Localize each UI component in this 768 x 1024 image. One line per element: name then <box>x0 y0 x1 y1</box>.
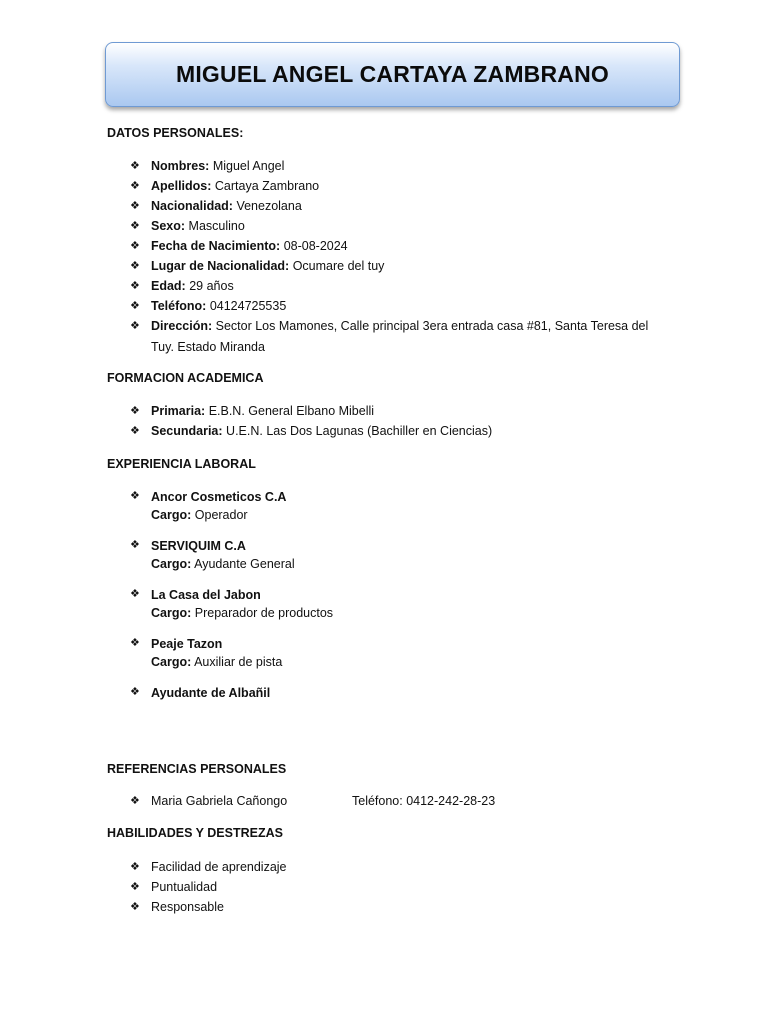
diamond-bullet-icon: ❖ <box>130 539 140 551</box>
references-list <box>130 791 670 811</box>
field-label: Edad: <box>151 279 186 293</box>
list-item <box>130 256 670 276</box>
job-item <box>130 489 670 524</box>
list-item <box>130 156 670 176</box>
company-name: Ancor Cosmeticos C.A <box>151 490 287 504</box>
list-item <box>130 276 670 296</box>
diamond-bullet-icon: ❖ <box>130 280 140 292</box>
diamond-bullet-icon: ❖ <box>130 490 140 502</box>
field-label: Dirección: <box>151 319 213 333</box>
cargo-label: Cargo: <box>151 556 192 571</box>
list-item <box>130 216 670 236</box>
list-item <box>130 857 670 877</box>
diamond-bullet-icon: ❖ <box>130 220 140 232</box>
person-name: MIGUEL ANGEL CARTAYA ZAMBRANO <box>175 61 610 87</box>
diamond-bullet-icon: ❖ <box>130 881 140 893</box>
job-role: Auxiliar de pista <box>194 654 283 669</box>
field-value: U.E.N. Las Dos Lagunas (Bachiller en Ciencias) <box>226 424 493 438</box>
diamond-bullet-icon: ❖ <box>130 405 140 417</box>
field-label: Nacionalidad: <box>151 199 233 213</box>
skills-heading: HABILIDADES Y DESTREZAS <box>107 826 283 840</box>
experience-heading: EXPERIENCIA LABORAL <box>107 457 256 471</box>
field-label: Lugar de Nacionalidad: <box>151 259 290 273</box>
diamond-bullet-icon: ❖ <box>130 260 140 272</box>
field-label: Fecha de Nacimiento: <box>151 239 281 253</box>
list-item <box>130 296 670 316</box>
diamond-bullet-icon: ❖ <box>130 160 140 172</box>
skill-text: Facilidad de aprendizaje <box>151 860 287 874</box>
company-name: Peaje Tazon <box>151 637 223 651</box>
job-item <box>130 636 670 671</box>
field-value: Masculino <box>188 219 245 233</box>
diamond-bullet-icon: ❖ <box>130 300 140 312</box>
field-value: Venezolana <box>236 199 302 213</box>
cargo-label: Cargo: <box>151 507 192 522</box>
field-value: E.B.N. General Elbano Mibelli <box>208 404 375 418</box>
job-role: Ayudante General <box>194 556 295 571</box>
personal-data-heading: DATOS PERSONALES: <box>107 126 244 140</box>
job-item <box>130 538 670 573</box>
cargo-label: Cargo: <box>151 605 192 620</box>
reference-name: Maria Gabriela Cañongo <box>151 794 288 808</box>
diamond-bullet-icon: ❖ <box>130 200 140 212</box>
company-name: SERVIQUIM C.A <box>151 539 246 553</box>
diamond-bullet-icon: ❖ <box>130 320 140 332</box>
cargo-label: Cargo: <box>151 654 192 669</box>
list-item <box>130 176 670 196</box>
diamond-bullet-icon: ❖ <box>130 425 140 437</box>
name-banner <box>105 42 680 107</box>
job-item <box>130 685 670 703</box>
diamond-bullet-icon: ❖ <box>130 686 140 698</box>
reference-phone: Teléfono: 0412-242-28-23 <box>352 794 496 808</box>
experience-list <box>130 489 670 717</box>
diamond-bullet-icon: ❖ <box>130 795 140 807</box>
diamond-bullet-icon: ❖ <box>130 588 140 600</box>
field-label: Nombres: <box>151 159 210 173</box>
field-value: 04124725535 <box>209 299 287 313</box>
company-name: La Casa del Jabon <box>151 588 261 602</box>
list-item <box>130 401 670 421</box>
personal-data-list <box>130 156 670 357</box>
field-label: Teléfono: <box>151 299 207 313</box>
diamond-bullet-icon: ❖ <box>130 861 140 873</box>
job-role: Operador <box>194 507 248 522</box>
company-name: Ayudante de Albañil <box>151 686 271 700</box>
diamond-bullet-icon: ❖ <box>130 180 140 192</box>
list-item <box>130 877 670 897</box>
job-item <box>130 587 670 622</box>
field-value: Miguel Angel <box>212 159 285 173</box>
field-value: Ocumare del tuy <box>292 259 385 273</box>
field-value: Cartaya Zambrano <box>214 179 320 193</box>
education-list <box>130 401 670 441</box>
list-item <box>130 236 670 256</box>
reference-item <box>130 791 670 811</box>
diamond-bullet-icon: ❖ <box>130 637 140 649</box>
list-item <box>130 196 670 216</box>
field-label: Sexo: <box>151 219 186 233</box>
references-heading: REFERENCIAS PERSONALES <box>107 762 287 776</box>
education-heading: FORMACION ACADEMICA <box>107 371 264 385</box>
field-value: Sector Los Mamones, Calle principal 3era entrada casa #81, Santa Teresa del Tuy. Estado Miranda <box>151 319 649 354</box>
diamond-bullet-icon: ❖ <box>130 240 140 252</box>
field-value: 29 años <box>189 279 234 293</box>
list-item <box>130 316 670 357</box>
job-role: Preparador de productos <box>194 605 334 620</box>
list-item <box>130 421 670 441</box>
field-value: 08-08-2024 <box>283 239 348 253</box>
field-label: Primaria: <box>151 404 206 418</box>
skills-list <box>130 857 670 917</box>
diamond-bullet-icon: ❖ <box>130 901 140 913</box>
list-item <box>130 897 670 917</box>
skill-text: Responsable <box>151 900 224 914</box>
field-label: Secundaria: <box>151 424 223 438</box>
field-label: Apellidos: <box>151 179 212 193</box>
skill-text: Puntualidad <box>151 880 218 894</box>
